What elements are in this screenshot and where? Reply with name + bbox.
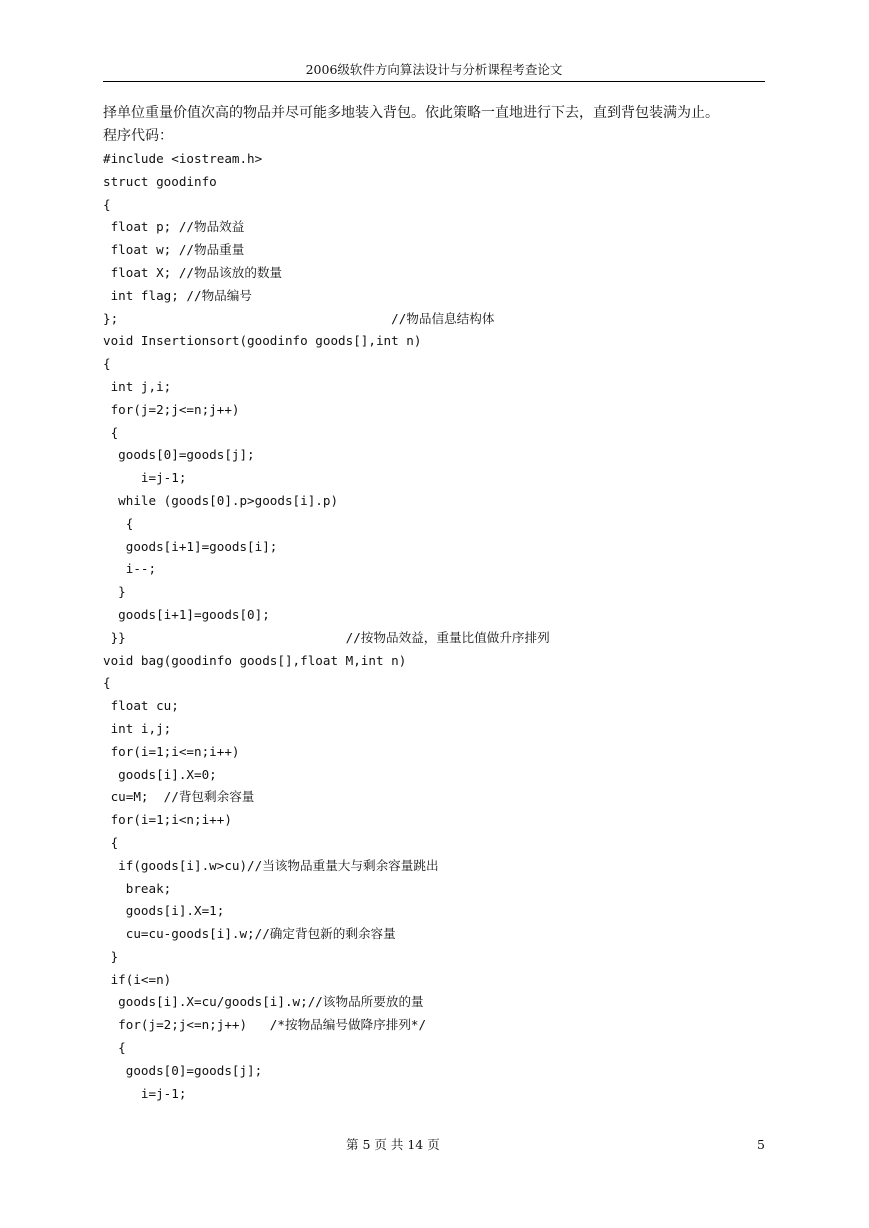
body-text	[103, 102, 783, 148]
code-line: #include <iostream.h>	[103, 151, 263, 166]
header-divider	[103, 81, 765, 82]
code-line: {	[103, 424, 119, 440]
page-header-title: 2006级软件方向算法设计与分析课程考查论文	[305, 62, 563, 77]
code-line: }	[103, 584, 126, 600]
code-line: int j,i;	[103, 378, 172, 394]
code-line: {	[103, 515, 134, 531]
code-line: struct goodinfo	[103, 173, 217, 189]
code-line: i=j-1;	[103, 470, 187, 486]
code-line: goods[i+1]=goods[i];	[103, 538, 278, 554]
code-line: break;	[103, 880, 172, 896]
code-line: {	[103, 196, 111, 212]
code-line: if(i<=n)	[103, 971, 172, 987]
code-line: {	[103, 1040, 126, 1056]
body-line: 程序代码：	[103, 127, 173, 144]
code-line: goods[i+1]=goods[0];	[103, 606, 270, 622]
code-line: {	[103, 834, 119, 850]
body-line: 择单位重量价值次高的物品并尽可能多地装入背包。依此策略一直地进行下去，直到背包装满为止。	[103, 105, 719, 121]
code-line: i--;	[103, 561, 157, 577]
code-line: int flag; //物品编号	[103, 287, 252, 303]
code-line: int i,j;	[103, 720, 172, 736]
code-line: for(i=1;i<n;i++)	[103, 812, 232, 828]
code-line: void Insertionsort(goodinfo goods[],int n)	[103, 333, 422, 349]
code-line: float p; //物品效益	[103, 219, 245, 235]
code-line: float cu;	[103, 698, 179, 714]
code-line: float X; //物品该放的数量	[103, 264, 283, 280]
code-line: for(j=2;j<=n;j++)	[103, 401, 240, 417]
code-line: goods[i].X=cu/goods[i].w;//该物品所要放的量	[103, 994, 424, 1010]
code-line: goods[i].X=1;	[103, 903, 225, 919]
code-line: cu=cu-goods[i].w;//确定背包新的剩余容量	[103, 926, 396, 942]
code-block	[103, 148, 783, 1105]
code-line: }} //按物品效益，重量比值做升序排列	[103, 629, 550, 645]
page-count-label: 第 5 页 共 14 页	[346, 1137, 440, 1152]
code-line: float w; //物品重量	[103, 242, 245, 258]
code-line: {	[103, 356, 111, 372]
code-line: cu=M; //背包剩余容量	[103, 789, 255, 805]
page-number: 5	[757, 1137, 765, 1152]
code-line: void bag(goodinfo goods[],float M,int n)	[103, 652, 407, 668]
code-line: }; //物品信息结构体	[103, 310, 495, 326]
code-line: goods[0]=goods[j];	[103, 1062, 263, 1078]
code-line: while (goods[0].p>goods[i].p)	[103, 492, 339, 508]
code-line: goods[i].X=0;	[103, 766, 217, 782]
code-line: }	[103, 948, 119, 964]
code-line: for(i=1;i<=n;i++)	[103, 743, 240, 759]
code-line: i=j-1;	[103, 1085, 187, 1101]
code-line: if(goods[i].w>cu)//当该物品重量大与剩余容量跳出	[103, 857, 439, 873]
code-line: for(j=2;j<=n;j++) /*按物品编号做降序排列*/	[103, 1017, 427, 1033]
code-line: goods[0]=goods[j];	[103, 447, 255, 463]
code-line: {	[103, 675, 111, 691]
